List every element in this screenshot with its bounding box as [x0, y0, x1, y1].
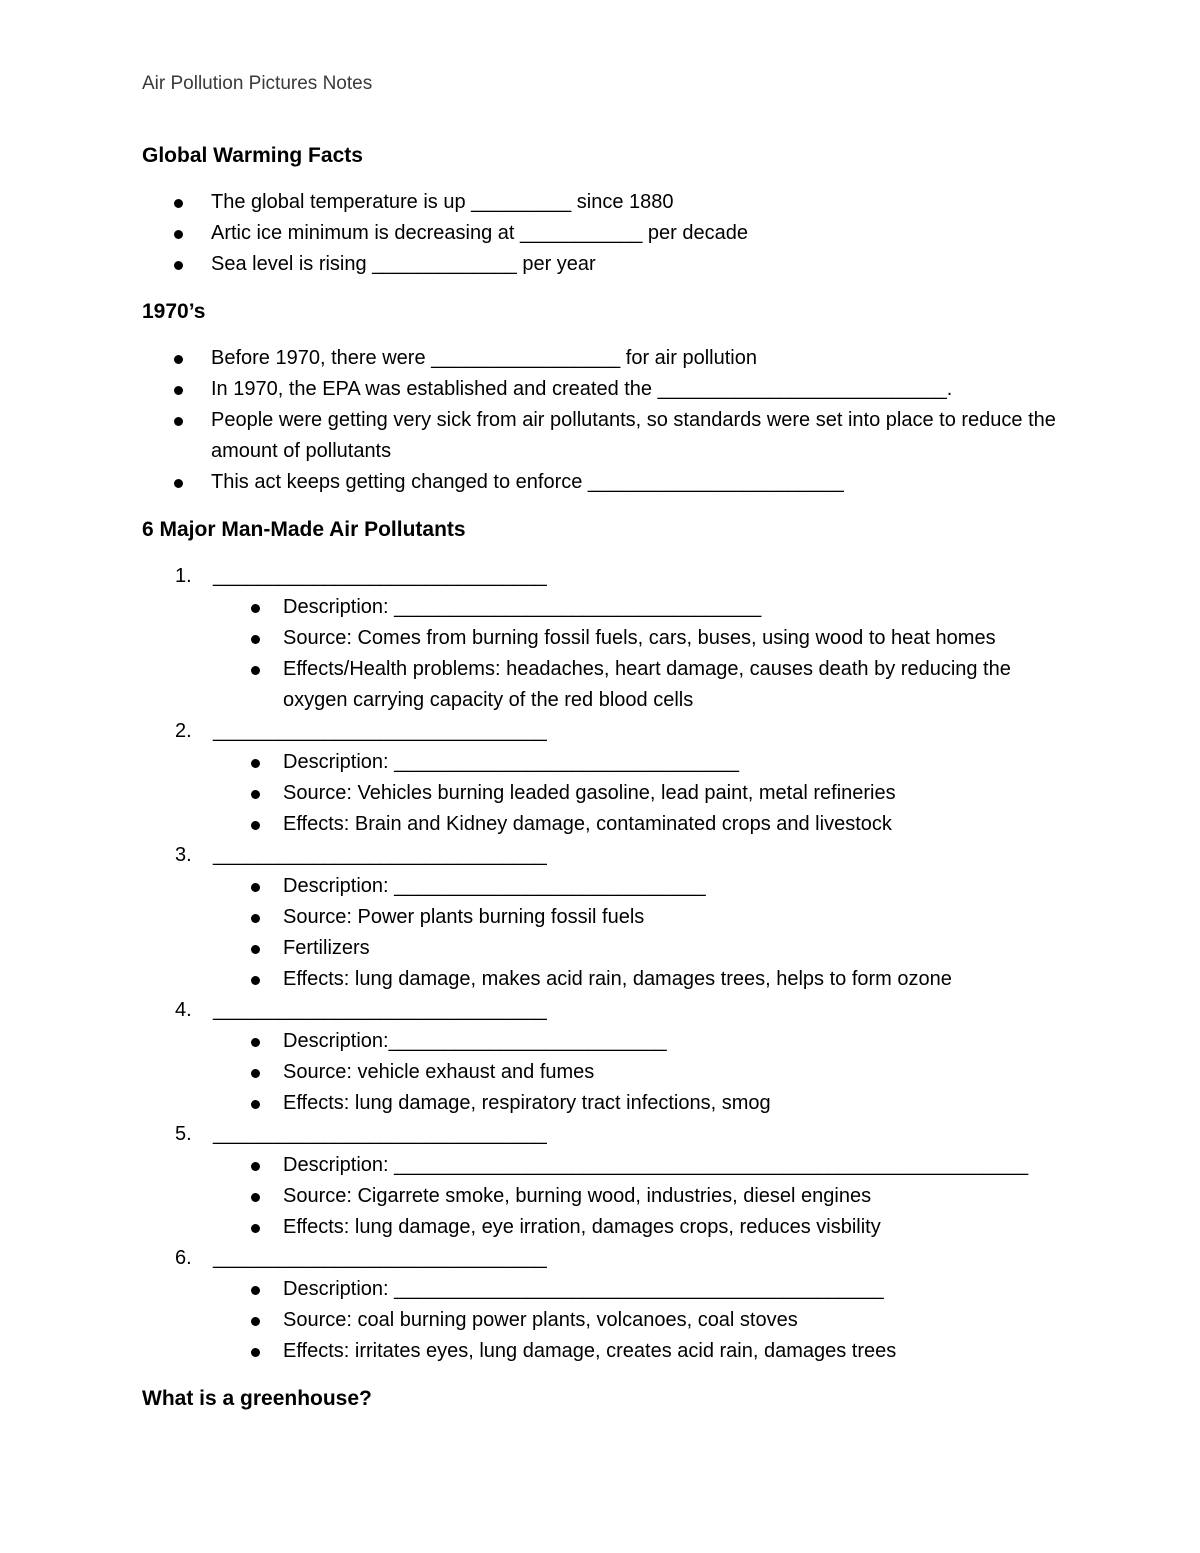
- detail-item: [213, 778, 1062, 809]
- detail-item: [213, 964, 1062, 995]
- list-item-text: This act keeps getting changed to enforce _______________________: [211, 471, 844, 493]
- pollutant-item: [142, 561, 1062, 716]
- section-heading-1970s: 1970’s: [142, 300, 206, 323]
- pollutant-item: [142, 840, 1062, 995]
- detail-text: Effects/Health problems: headaches, heart damage, causes death by reducing the oxygen carrying capacity of the red blood cells: [283, 658, 1011, 711]
- detail-item: [213, 1088, 1062, 1119]
- pollutant-details: [213, 1026, 1062, 1119]
- detail-item: [213, 871, 1062, 902]
- page-header: Air Pollution Pictures Notes: [142, 73, 373, 94]
- bullet-icon: [174, 386, 183, 395]
- list-item: [142, 343, 1062, 374]
- detail-text: Description: ____________________________________________: [283, 1278, 884, 1300]
- section-global-warming: [142, 140, 1062, 280]
- detail-text: Effects: lung damage, makes acid rain, damages trees, helps to form ozone: [283, 968, 952, 990]
- detail-text: Description:_________________________: [283, 1030, 667, 1052]
- bullet-icon: [174, 417, 183, 426]
- pollutant-details: [213, 1274, 1062, 1367]
- bullet-icon: [251, 790, 260, 799]
- detail-text: Description: ____________________________: [283, 875, 706, 897]
- bullet-icon: [251, 759, 260, 768]
- bullet-icon: [251, 1224, 260, 1233]
- pollutant-details: [213, 871, 1062, 995]
- item-number: 5.: [175, 1123, 192, 1145]
- global-warming-list: [142, 187, 1062, 280]
- item-number: 3.: [175, 844, 192, 866]
- item-number: 2.: [175, 720, 192, 742]
- bullet-icon: [251, 1100, 260, 1109]
- detail-text: Description: _________________________________________________________: [283, 1154, 1029, 1176]
- pollutant-item: [142, 716, 1062, 840]
- pollutant-details: [213, 747, 1062, 840]
- detail-item: [213, 902, 1062, 933]
- bullet-icon: [251, 976, 260, 985]
- pollutant-blank: ______________________________: [213, 999, 547, 1021]
- pollutant-blank: ______________________________: [213, 1123, 547, 1145]
- detail-text: Effects: lung damage, respiratory tract infections, smog: [283, 1092, 771, 1114]
- detail-text: Source: Cigarrete smoke, burning wood, industries, diesel engines: [283, 1185, 872, 1207]
- detail-text: Source: vehicle exhaust and fumes: [283, 1061, 595, 1083]
- bullet-icon: [174, 230, 183, 239]
- detail-text: Description: _______________________________: [283, 751, 739, 773]
- bullet-icon: [251, 883, 260, 892]
- detail-item: [213, 1212, 1062, 1243]
- bullet-icon: [251, 914, 260, 923]
- item-number: 1.: [175, 565, 192, 587]
- section-heading-greenhouse: What is a greenhouse?: [142, 1387, 372, 1410]
- detail-text: Effects: irritates eyes, lung damage, creates acid rain, damages trees: [283, 1340, 897, 1362]
- list-item-text: People were getting very sick from air pollutants, so standards were set into place to reduce the amount of pollutants: [211, 409, 1056, 462]
- detail-text: Source: Power plants burning fossil fuels: [283, 906, 645, 928]
- bullet-icon: [251, 1038, 260, 1047]
- pollutant-item: [142, 995, 1062, 1119]
- pollutant-blank: ______________________________: [213, 1247, 547, 1269]
- list-item: [142, 249, 1062, 280]
- bullet-icon: [251, 1317, 260, 1326]
- detail-item: [213, 933, 1062, 964]
- section-pollutants: [142, 514, 1062, 1367]
- bullet-icon: [251, 821, 260, 830]
- pollutant-item: [142, 1119, 1062, 1243]
- detail-item: [213, 809, 1062, 840]
- list-item-text: Sea level is rising _____________ per year: [211, 253, 596, 275]
- detail-item: [213, 1181, 1062, 1212]
- detail-text: Source: Comes from burning fossil fuels, cars, buses, using wood to heat homes: [283, 627, 996, 649]
- detail-text: Source: coal burning power plants, volcanoes, coal stoves: [283, 1309, 798, 1331]
- detail-item: [213, 1057, 1062, 1088]
- document-body: [142, 140, 1062, 1430]
- bullet-icon: [251, 666, 260, 675]
- detail-item: [213, 1305, 1062, 1336]
- list-item: [142, 374, 1062, 405]
- list-item-text: Before 1970, there were _________________ for air pollution: [211, 347, 757, 369]
- pollutant-blank: ______________________________: [213, 720, 547, 742]
- bullet-icon: [251, 945, 260, 954]
- bullet-icon: [174, 479, 183, 488]
- detail-text: Effects: Brain and Kidney damage, contaminated crops and livestock: [283, 813, 892, 835]
- detail-item: [213, 592, 1062, 623]
- list-item: [142, 218, 1062, 249]
- bullet-icon: [174, 261, 183, 270]
- bullet-icon: [251, 1162, 260, 1171]
- list-item-text: Artic ice minimum is decreasing at ___________ per decade: [211, 222, 748, 244]
- list-item: [142, 405, 1062, 467]
- pollutant-blank: ______________________________: [213, 844, 547, 866]
- section-heading-global-warming: Global Warming Facts: [142, 144, 363, 167]
- bullet-icon: [251, 1193, 260, 1202]
- detail-item: [213, 623, 1062, 654]
- item-number: 6.: [175, 1247, 192, 1269]
- detail-item: [213, 1274, 1062, 1305]
- list-item-text: In 1970, the EPA was established and created the __________________________.: [211, 378, 953, 400]
- bullet-icon: [251, 1348, 260, 1357]
- item-number: 4.: [175, 999, 192, 1021]
- bullet-icon: [251, 635, 260, 644]
- bullet-icon: [251, 604, 260, 613]
- section-heading-pollutants: 6 Major Man-Made Air Pollutants: [142, 518, 466, 541]
- detail-text: Fertilizers: [283, 937, 370, 959]
- bullet-icon: [251, 1069, 260, 1078]
- detail-item: [213, 1336, 1062, 1367]
- seventies-list: [142, 343, 1062, 498]
- list-item: [142, 467, 1062, 498]
- list-item-text: The global temperature is up _________ since 1880: [211, 191, 674, 213]
- pollutant-details: [213, 1150, 1062, 1243]
- detail-item: [213, 1150, 1062, 1181]
- bullet-icon: [174, 199, 183, 208]
- pollutant-item: [142, 1243, 1062, 1367]
- detail-item: [213, 654, 1062, 716]
- pollutants-list: [142, 561, 1062, 1367]
- section-1970s: [142, 296, 1062, 498]
- detail-text: Source: Vehicles burning leaded gasoline, lead paint, metal refineries: [283, 782, 896, 804]
- detail-item: [213, 1026, 1062, 1057]
- bullet-icon: [251, 1286, 260, 1295]
- detail-text: Effects: lung damage, eye irration, damages crops, reduces visbility: [283, 1216, 881, 1238]
- bullet-icon: [174, 355, 183, 364]
- pollutant-blank: ______________________________: [213, 565, 547, 587]
- detail-text: Description: _________________________________: [283, 596, 762, 618]
- list-item: [142, 187, 1062, 218]
- section-greenhouse: [142, 1383, 1062, 1414]
- detail-item: [213, 747, 1062, 778]
- pollutant-details: [213, 592, 1062, 716]
